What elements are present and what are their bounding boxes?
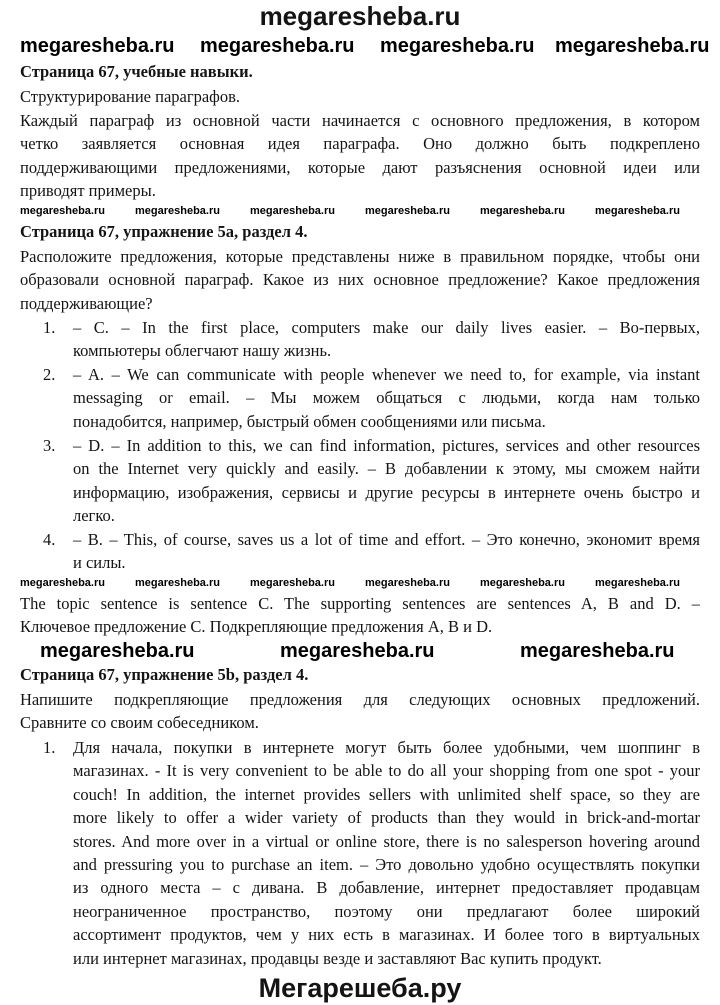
watermark: megaresheba.ru bbox=[595, 205, 680, 217]
section-heading: Страница 67, учебные навыки. bbox=[20, 62, 253, 81]
text-line: Сравните со своим собеседником. bbox=[20, 713, 259, 733]
list-number: 3. bbox=[43, 436, 56, 455]
list-number: 1. bbox=[43, 738, 56, 757]
list-item bbox=[73, 363, 700, 433]
list-number: 4. bbox=[43, 530, 56, 549]
text-line: more likely to offer a wider variety of products than they would in brick-and-mortar bbox=[73, 808, 700, 828]
text-line: легко. bbox=[73, 506, 115, 526]
watermark: megaresheba.ru bbox=[555, 35, 710, 57]
subtitle bbox=[20, 85, 700, 108]
list-item bbox=[73, 316, 700, 363]
watermark: megaresheba.ru bbox=[20, 35, 175, 57]
text-line: компьютеры облегчают нашу жизнь. bbox=[73, 341, 332, 361]
text-line: Ключевое предложение С. Подкрепляющие предложения А, В и D. bbox=[20, 617, 493, 637]
paragraph bbox=[20, 109, 700, 203]
list-item bbox=[73, 528, 700, 575]
text-line: – A. – We can communicate with people whenever we need to, for example, via instant bbox=[73, 365, 700, 384]
watermark: megaresheba.ru bbox=[380, 35, 535, 57]
text-line: messaging or email. – Мы можем общаться с людьми, когда нам только bbox=[73, 388, 700, 408]
watermark: megaresheba.ru bbox=[365, 205, 450, 217]
text-line: on the Internet very quickly and easily. – В добавлении к этому, мы сможем найти bbox=[73, 459, 700, 479]
watermark: megaresheba.ru bbox=[135, 577, 220, 589]
text-line: понадобится, например, быстрый обмен сообщениями или письма. bbox=[73, 411, 546, 431]
watermark: megaresheba.ru bbox=[135, 205, 220, 217]
text-line: Расположите предложения, которые представлены ниже в правильном порядке, чтобы они bbox=[20, 247, 700, 266]
watermark: megaresheba.ru bbox=[480, 205, 565, 217]
section-heading: Страница 67, упражнение 5a, раздел 4. bbox=[20, 222, 308, 241]
text-line: или интернет магазинах, продавцы везде и заставляют Вас купить продукт. bbox=[73, 948, 602, 968]
text-line: Напишите подкрепляющие предложения для следующих основных предложений. bbox=[20, 690, 700, 709]
watermark: megaresheba.ru bbox=[20, 205, 105, 217]
site-footer[interactable]: Мегарешеба.ру bbox=[258, 973, 462, 1003]
watermark: megaresheba.ru bbox=[520, 640, 675, 662]
site-header[interactable]: megaresheba.ru bbox=[259, 1, 461, 31]
section-heading: Страница 67, упражнение 5b, раздел 4. bbox=[20, 665, 309, 684]
watermark: megaresheba.ru bbox=[280, 640, 435, 662]
text-line: – B. – This, of course, saves us a lot of time and effort. – Это конечно, экономит время bbox=[73, 530, 700, 549]
text-line: ассортимент продуктов, чем у них есть в магазинах. И более того в виртуальных bbox=[73, 925, 700, 945]
text-line: приводят примеры. bbox=[20, 181, 156, 201]
list-item bbox=[73, 434, 700, 528]
watermark: megaresheba.ru bbox=[40, 640, 195, 662]
watermark: megaresheba.ru bbox=[20, 577, 105, 589]
list-number: 1. bbox=[43, 318, 56, 337]
task-text bbox=[20, 245, 700, 315]
text-line: Каждый параграф из основной части начинается с основного предложения, в котором bbox=[20, 111, 700, 130]
text-line: Для начала, покупки в интернете могут быть более удобными, чем шоппинг в bbox=[73, 738, 700, 757]
list-item bbox=[73, 736, 700, 970]
text-line: информацию, изображения, сервисы и другие ресурсы в интернете очень быстро и bbox=[73, 482, 700, 502]
text-line: couch! In addition, the internet provides sellers with unlimited shelf space, so they are bbox=[73, 784, 700, 804]
task-text bbox=[20, 688, 700, 735]
watermark: megaresheba.ru bbox=[595, 577, 680, 589]
text-line: Структурирование параграфов. bbox=[20, 87, 241, 106]
text-line: The topic sentence is sentence C. The supporting sentences are sentences A, B and D. – bbox=[20, 594, 700, 613]
watermark: megaresheba.ru bbox=[250, 577, 335, 589]
watermark: megaresheba.ru bbox=[480, 577, 565, 589]
text-line: – C. – In the first place, computers make our daily lives easier. – Во-первых, bbox=[73, 318, 700, 337]
watermark: megaresheba.ru bbox=[365, 577, 450, 589]
list-number: 2. bbox=[43, 365, 56, 384]
text-line: из одного места – с дивана. В добавление, интернет предоставляет продавцам bbox=[73, 878, 700, 898]
text-line: and pressuring you to purchase an item. – Это довольно удобно осуществлять покупки bbox=[73, 854, 700, 874]
text-line: – D. – In addition to this, we can find information, pictures, services and other resources bbox=[73, 436, 700, 455]
text-line: поддерживающие? bbox=[20, 293, 153, 313]
text-line: поддерживающими предложениями, которые дают разъяснения основной идеи или bbox=[20, 157, 700, 177]
text-line: четко заявляется основная идея параграфа. Оно должно быть подкреплено bbox=[20, 134, 700, 154]
answer-text bbox=[20, 592, 700, 639]
text-line: образовали основной параграф. Какое из них основное предложение? Какое предложения bbox=[20, 270, 700, 290]
text-line: магазинах. - It is very convenient to be able to do all your shopping from one spot - your bbox=[73, 761, 700, 781]
text-line: неограниченное пространство, поэтому они предлагают более широкий bbox=[73, 901, 700, 921]
text-line: и силы. bbox=[73, 553, 126, 573]
text-line: stores. And more over in a virtual or online store, there is no salesperson hovering around bbox=[73, 831, 700, 851]
watermark: megaresheba.ru bbox=[250, 205, 335, 217]
watermark: megaresheba.ru bbox=[200, 35, 355, 57]
